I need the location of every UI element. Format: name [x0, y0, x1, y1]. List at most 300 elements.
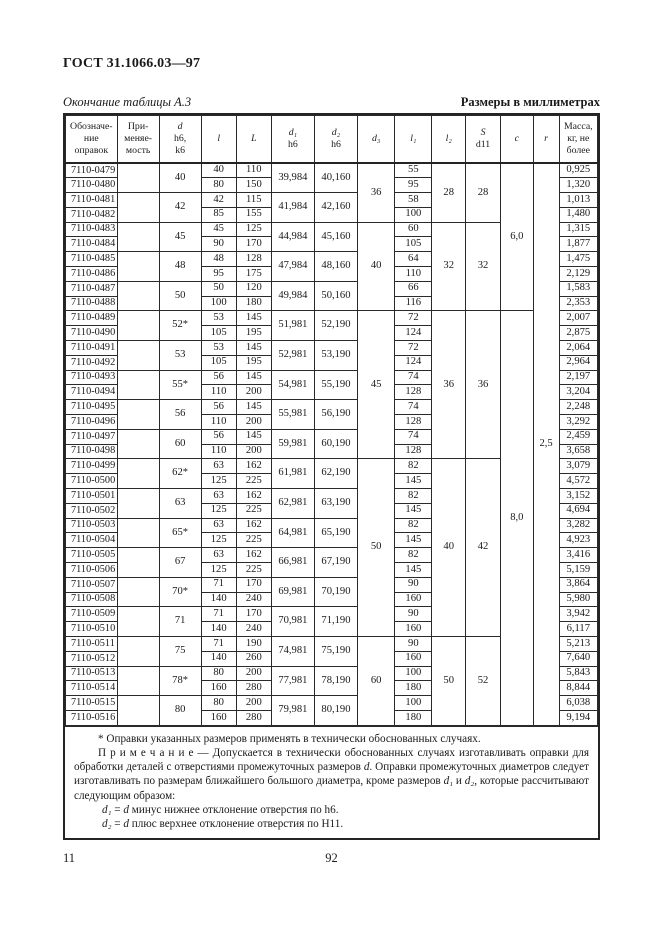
cell-primen	[117, 193, 159, 223]
text-fragment: =	[111, 818, 124, 830]
cell-primen	[117, 370, 159, 400]
cell-mass: 3,942	[559, 607, 597, 622]
text-fragment: d₂	[102, 818, 112, 830]
cell-L: 162	[236, 489, 271, 504]
cell-d2: 67,190	[314, 548, 357, 578]
cell-id: 7110-0497	[66, 429, 118, 444]
cell-id: 7110-0516	[66, 710, 118, 725]
table-row	[66, 163, 598, 178]
cell-d2: 52,190	[314, 311, 357, 341]
cell-l: 71	[201, 607, 236, 622]
cell-l1: 82	[395, 548, 432, 563]
cell-l: 160	[201, 710, 236, 725]
cell-l: 95	[201, 267, 236, 282]
cell-id: 7110-0509	[66, 607, 118, 622]
cell-primen	[117, 281, 159, 311]
cell-l: 56	[201, 370, 236, 385]
cell-l1: 72	[395, 311, 432, 326]
cell-l1: 95	[395, 178, 432, 193]
cell-l: 80	[201, 696, 236, 711]
cell-id: 7110-0494	[66, 385, 118, 400]
cell-mass: 2,129	[559, 267, 597, 282]
cell-d: 53	[159, 341, 201, 371]
cell-d2: 80,190	[314, 696, 357, 726]
cell-id: 7110-0503	[66, 518, 118, 533]
cell-mass: 3,282	[559, 518, 597, 533]
footnote-formula-d1	[74, 803, 589, 817]
cell-d1: 39,984	[271, 163, 314, 193]
cell-d: 56	[159, 400, 201, 430]
cell-d1: 74,981	[271, 637, 314, 667]
cell-L: 240	[236, 592, 271, 607]
text-fragment: d	[363, 761, 370, 774]
cell-mass: 5,213	[559, 637, 597, 652]
cell-L: 280	[236, 681, 271, 696]
cell-d: 60	[159, 429, 201, 459]
cell-d3: 40	[358, 222, 395, 311]
cell-l1: 145	[395, 503, 432, 518]
cell-l1: 100	[395, 207, 432, 222]
cell-mass: 8,844	[559, 681, 597, 696]
cell-l1: 82	[395, 459, 432, 474]
cell-L: 128	[236, 252, 271, 267]
cell-L: 180	[236, 296, 271, 311]
cell-id: 7110-0504	[66, 533, 118, 548]
cell-L: 225	[236, 563, 271, 578]
cell-l: 63	[201, 548, 236, 563]
cell-l1: 74	[395, 370, 432, 385]
dimensions-table	[65, 115, 598, 726]
col-header-L: L	[236, 116, 271, 164]
cell-d1: 64,981	[271, 518, 314, 548]
cell-d1: 47,984	[271, 252, 314, 282]
cell-S: 32	[465, 222, 500, 311]
cell-mass: 2,197	[559, 370, 597, 385]
cell-l1: 160	[395, 592, 432, 607]
cell-primen	[117, 607, 159, 637]
cell-d2: 71,190	[314, 607, 357, 637]
cell-l1: 124	[395, 355, 432, 370]
cell-d2: 75,190	[314, 637, 357, 667]
cell-d: 78*	[159, 666, 201, 696]
cell-c: 8,0	[501, 311, 533, 725]
cell-mass: 5,843	[559, 666, 597, 681]
cell-d: 67	[159, 548, 201, 578]
cell-c: 6,0	[501, 163, 533, 311]
cell-d1: 62,981	[271, 489, 314, 519]
cell-l: 80	[201, 666, 236, 681]
cell-l1: 60	[395, 222, 432, 237]
page-number-left: 11	[63, 851, 76, 866]
cell-l2: 32	[432, 222, 466, 311]
cell-d2: 48,160	[314, 252, 357, 282]
table-caption: Окончание таблицы А.3	[63, 95, 192, 109]
cell-primen	[117, 311, 159, 341]
cell-l1: 145	[395, 474, 432, 489]
cell-mass: 3,204	[559, 385, 597, 400]
cell-l1: 90	[395, 637, 432, 652]
cell-d1: 54,981	[271, 370, 314, 400]
cell-id: 7110-0496	[66, 415, 118, 430]
cell-l1: 105	[395, 237, 432, 252]
cell-l1: 58	[395, 193, 432, 208]
cell-id: 7110-0499	[66, 459, 118, 474]
cell-l: 63	[201, 459, 236, 474]
cell-l: 71	[201, 577, 236, 592]
cell-id: 7110-0490	[66, 326, 118, 341]
standard-reference: ГОСТ 31.1066.03—97	[63, 56, 201, 71]
cell-mass: 1,013	[559, 193, 597, 208]
cell-d2: 60,190	[314, 429, 357, 459]
cell-mass: 1,320	[559, 178, 597, 193]
text-fragment: d	[123, 818, 129, 830]
cell-d: 65*	[159, 518, 201, 548]
col-header-applicability: При- меняе- мость	[117, 116, 159, 164]
cell-d: 70*	[159, 577, 201, 607]
table-header	[66, 116, 598, 164]
text-fragment: , которые рассчитывают следующим образом:	[74, 775, 589, 802]
cell-L: 200	[236, 385, 271, 400]
cell-id: 7110-0511	[66, 637, 118, 652]
cell-L: 195	[236, 355, 271, 370]
cell-primen	[117, 341, 159, 371]
cell-l: 63	[201, 489, 236, 504]
col-header-d2: d₂ h6	[314, 116, 357, 164]
cell-l: 50	[201, 281, 236, 296]
cell-mass: 7,640	[559, 651, 597, 666]
cell-id: 7110-0505	[66, 548, 118, 563]
cell-d: 80	[159, 696, 201, 726]
cell-l: 80	[201, 178, 236, 193]
page-footer	[63, 851, 600, 866]
cell-l1: 74	[395, 429, 432, 444]
cell-mass: 1,877	[559, 237, 597, 252]
cell-l1: 64	[395, 252, 432, 267]
cell-d3: 60	[358, 637, 395, 726]
cell-l: 42	[201, 193, 236, 208]
cell-mass: 1,480	[559, 207, 597, 222]
cell-primen	[117, 429, 159, 459]
text-fragment: d₁	[443, 775, 454, 788]
cell-r: 2,5	[533, 163, 559, 725]
cell-mass: 6,117	[559, 622, 597, 637]
cell-L: 155	[236, 207, 271, 222]
cell-l: 56	[201, 400, 236, 415]
cell-mass: 2,064	[559, 341, 597, 356]
cell-mass: 4,923	[559, 533, 597, 548]
cell-d: 45	[159, 222, 201, 252]
cell-d: 50	[159, 281, 201, 311]
text-fragment: плюс верхнее отклонение отверстия по H11.	[128, 818, 344, 830]
cell-primen	[117, 637, 159, 667]
table-row	[66, 311, 598, 326]
cell-d: 48	[159, 252, 201, 282]
cell-d2: 78,190	[314, 666, 357, 696]
cell-d1: 70,981	[271, 607, 314, 637]
cell-d: 71	[159, 607, 201, 637]
cell-d1: 59,981	[271, 429, 314, 459]
cell-primen	[117, 518, 159, 548]
cell-L: 200	[236, 415, 271, 430]
cell-d1: 44,984	[271, 222, 314, 252]
col-header-l1: l₁	[395, 116, 432, 164]
cell-l: 125	[201, 474, 236, 489]
table-body	[66, 163, 598, 725]
text-fragment: d₂	[464, 775, 475, 788]
cell-l: 140	[201, 592, 236, 607]
cell-id: 7110-0513	[66, 666, 118, 681]
cell-d1: 69,981	[271, 577, 314, 607]
cell-d1: 49,984	[271, 281, 314, 311]
cell-l1: 128	[395, 415, 432, 430]
cell-L: 125	[236, 222, 271, 237]
col-header-d1: d₁ h6	[271, 116, 314, 164]
cell-l: 40	[201, 163, 236, 178]
cell-mass: 3,292	[559, 415, 597, 430]
cell-id: 7110-0484	[66, 237, 118, 252]
cell-S: 42	[465, 459, 500, 637]
cell-l: 85	[201, 207, 236, 222]
table-caption-row	[63, 95, 600, 110]
cell-id: 7110-0501	[66, 489, 118, 504]
cell-mass: 3,152	[559, 489, 597, 504]
col-header-mass: Масса, кг, не более	[559, 116, 597, 164]
text-fragment: =	[111, 803, 124, 816]
cell-S: 36	[465, 311, 500, 459]
cell-L: 225	[236, 533, 271, 548]
table-frame	[63, 113, 600, 840]
cell-mass: 3,658	[559, 444, 597, 459]
cell-d2: 56,190	[314, 400, 357, 430]
units-label: Размеры в миллиметрах	[460, 95, 600, 109]
cell-mass: 2,964	[559, 355, 597, 370]
cell-L: 225	[236, 474, 271, 489]
cell-mass: 2,007	[559, 311, 597, 326]
cell-l: 110	[201, 444, 236, 459]
cell-d: 75	[159, 637, 201, 667]
cell-d2: 63,190	[314, 489, 357, 519]
cell-d1: 79,981	[271, 696, 314, 726]
footnote-remark	[74, 746, 589, 803]
cell-l2: 50	[432, 637, 466, 726]
cell-l1: 160	[395, 622, 432, 637]
cell-d1: 52,981	[271, 341, 314, 371]
cell-l: 63	[201, 518, 236, 533]
cell-d: 52*	[159, 311, 201, 341]
cell-L: 170	[236, 577, 271, 592]
cell-d2: 55,190	[314, 370, 357, 400]
cell-id: 7110-0508	[66, 592, 118, 607]
cell-d3: 50	[358, 459, 395, 637]
cell-L: 190	[236, 637, 271, 652]
table-footnote	[65, 726, 598, 838]
cell-l1: 128	[395, 444, 432, 459]
cell-mass: 3,079	[559, 459, 597, 474]
cell-L: 150	[236, 178, 271, 193]
cell-l: 110	[201, 415, 236, 430]
cell-L: 170	[236, 237, 271, 252]
cell-d: 62*	[159, 459, 201, 489]
cell-mass: 2,459	[559, 429, 597, 444]
cell-primen	[117, 696, 159, 726]
cell-d2: 65,190	[314, 518, 357, 548]
cell-l: 105	[201, 326, 236, 341]
cell-L: 145	[236, 429, 271, 444]
cell-d3: 36	[358, 163, 395, 222]
cell-primen	[117, 400, 159, 430]
cell-L: 200	[236, 444, 271, 459]
cell-l: 110	[201, 385, 236, 400]
cell-d2: 70,190	[314, 577, 357, 607]
cell-L: 225	[236, 503, 271, 518]
cell-mass: 2,353	[559, 296, 597, 311]
cell-L: 200	[236, 696, 271, 711]
text-fragment: d₁	[102, 803, 112, 816]
cell-id: 7110-0515	[66, 696, 118, 711]
cell-primen	[117, 163, 159, 193]
cell-d1: 51,981	[271, 311, 314, 341]
cell-id: 7110-0480	[66, 178, 118, 193]
text-fragment: и	[453, 775, 465, 788]
cell-d2: 42,160	[314, 193, 357, 223]
cell-primen	[117, 577, 159, 607]
cell-id: 7110-0495	[66, 400, 118, 415]
cell-id: 7110-0482	[66, 207, 118, 222]
cell-l: 125	[201, 503, 236, 518]
cell-id: 7110-0493	[66, 370, 118, 385]
cell-mass: 6,038	[559, 696, 597, 711]
cell-mass: 5,159	[559, 563, 597, 578]
footnote-formula-d2	[74, 817, 589, 831]
cell-l1: 66	[395, 281, 432, 296]
cell-L: 280	[236, 710, 271, 725]
cell-L: 175	[236, 267, 271, 282]
cell-d2: 40,160	[314, 163, 357, 193]
cell-l: 71	[201, 637, 236, 652]
cell-l: 140	[201, 651, 236, 666]
cell-l1: 145	[395, 563, 432, 578]
cell-id: 7110-0506	[66, 563, 118, 578]
cell-id: 7110-0487	[66, 281, 118, 296]
cell-mass: 0,925	[559, 163, 597, 178]
cell-l1: 180	[395, 681, 432, 696]
cell-d2: 45,160	[314, 222, 357, 252]
cell-l1: 82	[395, 489, 432, 504]
cell-l: 45	[201, 222, 236, 237]
cell-l1: 72	[395, 341, 432, 356]
cell-id: 7110-0481	[66, 193, 118, 208]
cell-L: 200	[236, 666, 271, 681]
col-header-d: d h6, k6	[159, 116, 201, 164]
cell-id: 7110-0491	[66, 341, 118, 356]
cell-L: 120	[236, 281, 271, 296]
col-header-d3: d₃	[358, 116, 395, 164]
cell-primen	[117, 489, 159, 519]
cell-l: 125	[201, 533, 236, 548]
page-number-center: 92	[325, 851, 338, 866]
col-header-c: c	[501, 116, 533, 164]
cell-d1: 61,981	[271, 459, 314, 489]
cell-l1: 128	[395, 385, 432, 400]
cell-L: 162	[236, 548, 271, 563]
cell-d3: 45	[358, 311, 395, 459]
cell-d: 63	[159, 489, 201, 519]
cell-mass: 4,694	[559, 503, 597, 518]
cell-id: 7110-0489	[66, 311, 118, 326]
cell-id: 7110-0510	[66, 622, 118, 637]
cell-L: 110	[236, 163, 271, 178]
cell-d1: 77,981	[271, 666, 314, 696]
cell-d: 40	[159, 163, 201, 193]
cell-l1: 145	[395, 533, 432, 548]
cell-l1: 74	[395, 400, 432, 415]
cell-mass: 2,875	[559, 326, 597, 341]
cell-L: 115	[236, 193, 271, 208]
cell-id: 7110-0492	[66, 355, 118, 370]
cell-d2: 53,190	[314, 341, 357, 371]
cell-l1: 100	[395, 696, 432, 711]
col-header-l2: l₂	[432, 116, 466, 164]
cell-d: 55*	[159, 370, 201, 400]
cell-L: 145	[236, 400, 271, 415]
cell-L: 145	[236, 341, 271, 356]
cell-l: 53	[201, 311, 236, 326]
cell-id: 7110-0500	[66, 474, 118, 489]
cell-d1: 55,981	[271, 400, 314, 430]
cell-mass: 3,416	[559, 548, 597, 563]
cell-L: 170	[236, 607, 271, 622]
cell-id: 7110-0488	[66, 296, 118, 311]
cell-primen	[117, 252, 159, 282]
cell-l2: 28	[432, 163, 466, 222]
cell-L: 195	[236, 326, 271, 341]
cell-mass: 2,248	[559, 400, 597, 415]
footnote-star-note: * Оправки указанных размеров применять в технически обоснованных случаях.	[98, 732, 481, 745]
cell-primen	[117, 548, 159, 578]
cell-l1: 116	[395, 296, 432, 311]
cell-L: 145	[236, 370, 271, 385]
cell-mass: 4,572	[559, 474, 597, 489]
col-header-r: r	[533, 116, 559, 164]
cell-L: 240	[236, 622, 271, 637]
cell-l1: 90	[395, 577, 432, 592]
cell-id: 7110-0498	[66, 444, 118, 459]
cell-primen	[117, 459, 159, 489]
col-header-l: l	[201, 116, 236, 164]
cell-L: 145	[236, 311, 271, 326]
cell-l2: 40	[432, 459, 466, 637]
cell-l: 53	[201, 341, 236, 356]
text-fragment: . Оправки промежуточных диаметров следует изготавливать по размерам ближайшего большого диаметра, кроме размеров	[74, 761, 589, 788]
cell-id: 7110-0486	[66, 267, 118, 282]
cell-l: 56	[201, 429, 236, 444]
cell-mass: 1,583	[559, 281, 597, 296]
cell-l1: 55	[395, 163, 432, 178]
cell-d1: 66,981	[271, 548, 314, 578]
cell-id: 7110-0514	[66, 681, 118, 696]
cell-l: 125	[201, 563, 236, 578]
cell-l: 48	[201, 252, 236, 267]
cell-l1: 180	[395, 710, 432, 725]
text-fragment: П р и м е ч а н и е — Допускается в технически обоснованных случаях изготавливать оправки для обработки деталей с отверстиями промежуточных размеров	[74, 746, 589, 774]
cell-S: 28	[465, 163, 500, 222]
cell-S: 52	[465, 637, 500, 726]
cell-id: 7110-0485	[66, 252, 118, 267]
text-fragment: d	[123, 803, 129, 816]
cell-d1: 41,984	[271, 193, 314, 223]
cell-l1: 110	[395, 267, 432, 282]
cell-d2: 50,160	[314, 281, 357, 311]
